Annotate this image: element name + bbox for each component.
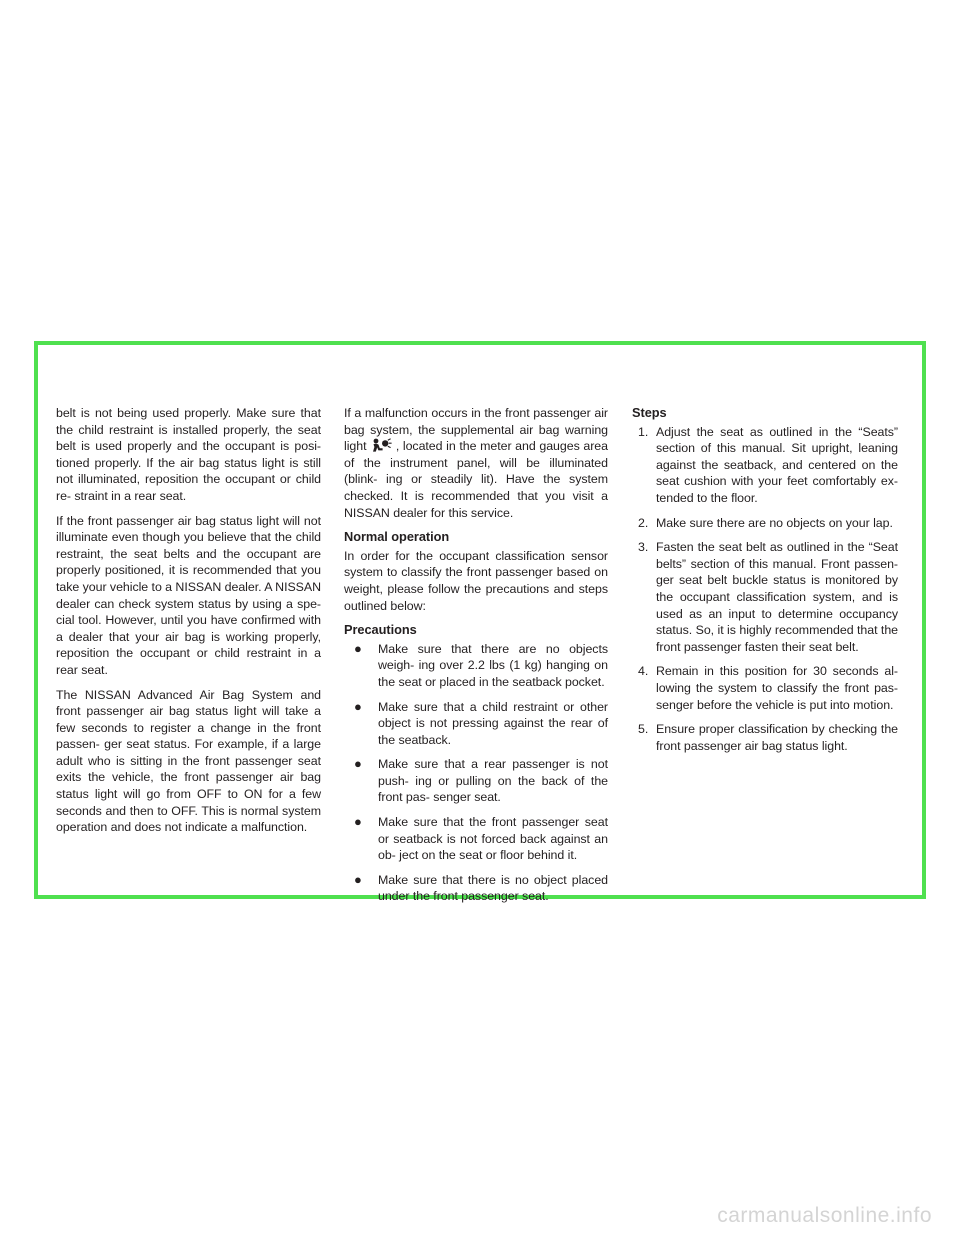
bullet-icon: ●	[354, 756, 362, 772]
step-number: 1.	[638, 424, 649, 439]
precaution-text: Make sure that the front passenger seat or seatback is not forced back against an ob- ject on the seat or floor behind it.	[378, 815, 608, 863]
precautions-list	[344, 641, 608, 905]
list-item	[344, 872, 608, 905]
steps-list	[632, 424, 898, 755]
malfunction-text-after-icon: , located in the meter and gauges area of the instrument panel, will be illuminated (blink- ing or steadily lit). Have the system checked. It is recommended that you visit a NISSAN dealer for this service.	[344, 439, 608, 520]
heading-steps: Steps	[632, 405, 667, 420]
precaution-text: Make sure that a child restraint or other object is not pressing against the rear of the seatback.	[378, 699, 608, 747]
airbag-warning-icon	[370, 438, 392, 452]
list-item	[632, 539, 898, 655]
bullet-icon: ●	[354, 814, 362, 830]
list-item	[344, 699, 608, 749]
column-right	[632, 405, 898, 762]
column-left	[56, 405, 321, 844]
paragraph-normal-operation: In order for the occupant classification sensor system to classify the front passenger based on weight, please follow the precautions and steps outlined below:	[344, 548, 608, 613]
step-number: 2.	[638, 515, 649, 530]
list-item	[344, 756, 608, 806]
precaution-text: Make sure that a rear passenger is not push- ing or pulling on the back of the front pas- senger seat.	[378, 757, 608, 805]
step-text: Make sure there are no objects on your lap.	[656, 515, 893, 530]
paragraph-malfunction	[344, 405, 608, 521]
heading-precautions: Precautions	[344, 622, 417, 638]
step-text: Remain in this position for 30 seconds al- lowing the system to classify the front pas- senger before the vehicle is put into motion.	[656, 664, 898, 712]
list-item	[632, 663, 898, 713]
malfunction-text-before-icon: If a malfunction occurs in the front passenger air bag system, the supplemental air bag warning light	[344, 406, 608, 454]
paragraph-advanced-air-bag-system: The NISSAN Advanced Air Bag System and front passenger air bag status light will take a few seconds to register a change in the front passen- ger seat status. For example, if a large adult who is sitting in the front passenger seat exits the vehicle, the front passenger air bag status light will go from OFF to ON for a few seconds and then to OFF. This is normal system operation and does not indicate a malfunction.	[56, 687, 321, 835]
column-middle	[344, 405, 608, 913]
list-item	[632, 721, 898, 754]
paragraph-status-light-not-illuminate: If the front passenger air bag status light will not illuminate even though you believe that the child restraint, the seat belts and the occupant are properly positioned, it is recommended that you take your vehicle to a NISSAN dealer. A NISSAN dealer can check system status by using a spe- cial tool. However, until you have confirmed with a dealer that your air bag is working properly, reposition the occupant or child restraint in a rear seat.	[56, 513, 321, 677]
step-number: 5.	[638, 722, 649, 737]
list-item	[632, 515, 898, 532]
step-text: Fasten the seat belt as outlined in the “Seat belts” section of this manual. Front passen- ger seat belt buckle status is monitored by the occupant classification system, and is used as an input to determine occupancy status. So, it is highly recommended that the front passenger fasten their seat belt.	[656, 540, 898, 654]
precaution-text: Make sure that there are no objects weigh- ing over 2.2 lbs (1 kg) hanging on the seat or placed in the seatback pocket.	[378, 641, 608, 689]
precaution-text: Make sure that there is no object placed under the front passenger seat.	[378, 872, 608, 904]
content-frame	[34, 341, 926, 904]
step-number: 4.	[638, 664, 649, 679]
step-number: 3.	[638, 540, 649, 555]
bullet-icon: ●	[354, 871, 362, 887]
bullet-icon: ●	[354, 640, 362, 656]
step-text: Adjust the seat as outlined in the “Seats” section of this manual. Sit upright, leaning against the seatback, and centered on the seat cushion with your feet comfortably ex- tended to the floor.	[656, 424, 898, 505]
list-item	[344, 641, 608, 691]
heading-normal-operation: Normal operation	[344, 529, 450, 545]
bullet-icon: ●	[354, 698, 362, 714]
watermark-link[interactable]: carmanualsonline.info	[717, 1204, 932, 1227]
list-item	[632, 424, 898, 507]
paragraph-belt-not-used: belt is not being used properly. Make sure that the child restraint is installed properly, the seat belt is used properly and the occupant is posi- tioned properly. If the air bag status light is still not illuminated, reposition the occupant or child re- straint in a rear seat.	[56, 406, 321, 503]
list-item	[344, 814, 608, 864]
step-text: Ensure proper classification by checking the front passenger air bag status light.	[656, 722, 898, 753]
